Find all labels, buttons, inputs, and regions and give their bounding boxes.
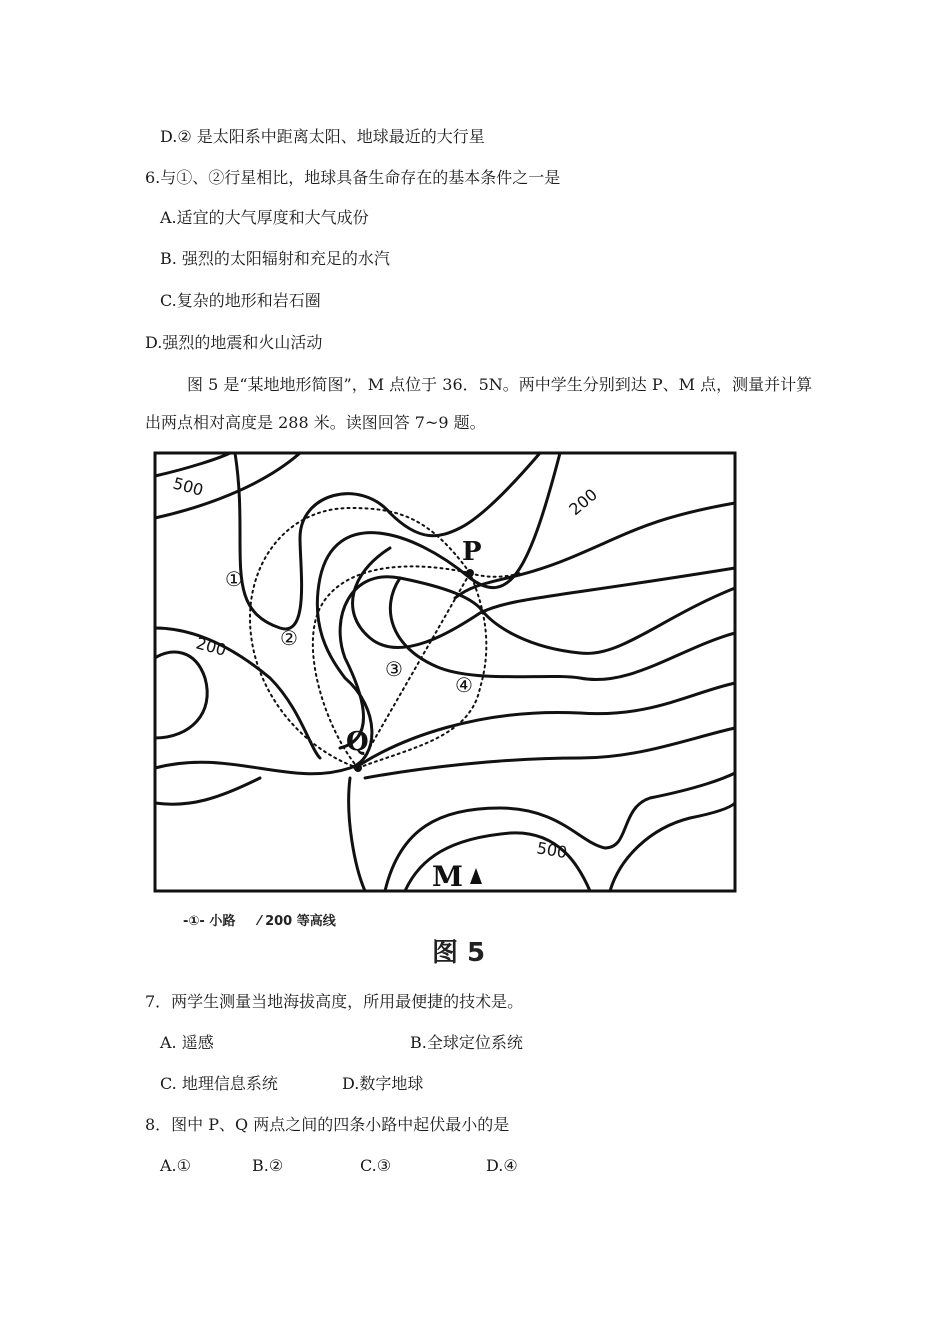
topographic-map [150,448,740,896]
q8-option-c: C.③ [360,1156,392,1175]
intro-line-1: 图 5 是“某地地形简图”，M 点位于 36．5N。两中学生分别到达 P、M 点，测量并计算 [187,375,813,394]
route-label-2: ② [280,626,298,650]
q8-stem: 8．图中 P、Q 两点之间的四条小路中起伏最小的是 [145,1115,510,1134]
contour-label-200-left: 200 [193,633,229,660]
q8-option-d: D.④ [486,1156,518,1175]
q6-option-a: A.适宜的大气厚度和大气成份 [160,208,369,227]
q6-option-b: B. 强烈的太阳辐射和充足的水汽 [160,249,390,268]
q7-option-c: C. 地理信息系统 [160,1074,278,1093]
q5-option-d: D.② 是太阳系中距离太阳、地球最近的大行星 [160,127,485,146]
q6-option-c: C.复杂的地形和岩石圈 [160,291,321,310]
figure-caption: 图 5 [432,938,486,968]
q7-option-a: A. 遥感 [160,1033,214,1052]
legend-path: -①- 小路 [183,914,236,929]
q8-option-a: A.① [160,1156,191,1175]
point-m-label: M [432,860,463,893]
route-label-3: ③ [385,657,403,681]
legend-contour-icon: ⁄ [258,914,261,929]
route-label-4: ④ [455,673,473,697]
route-label-1: ① [225,567,243,591]
intro-line-2: 出两点相对高度是 288 米。读图回答 7~9 题。 [145,413,486,432]
q6-option-d: D.强烈的地震和火山活动 [145,333,323,352]
q7-option-b: B.全球定位系统 [410,1033,523,1052]
contour-label-200-right: 200 [565,484,601,520]
point-p-label: P [462,537,482,567]
q6-stem: 6.与①、②行星相比，地球具备生命存在的基本条件之一是 [145,168,561,187]
contour-label-500-top: 500 [170,473,206,500]
map-legend [183,910,336,929]
point-q-marker [354,764,362,772]
q7-option-d: D.数字地球 [342,1074,424,1093]
q7-stem: 7．两学生测量当地海拔高度，所用最便捷的技术是。 [145,992,524,1011]
contour-label-500-bottom: 500 [535,838,569,863]
map-frame [155,453,735,891]
point-p-marker [466,569,474,577]
point-q-label: Q [346,727,369,757]
q8-option-b: B.② [252,1156,284,1175]
legend-contour: 200 等高线 [265,914,336,929]
